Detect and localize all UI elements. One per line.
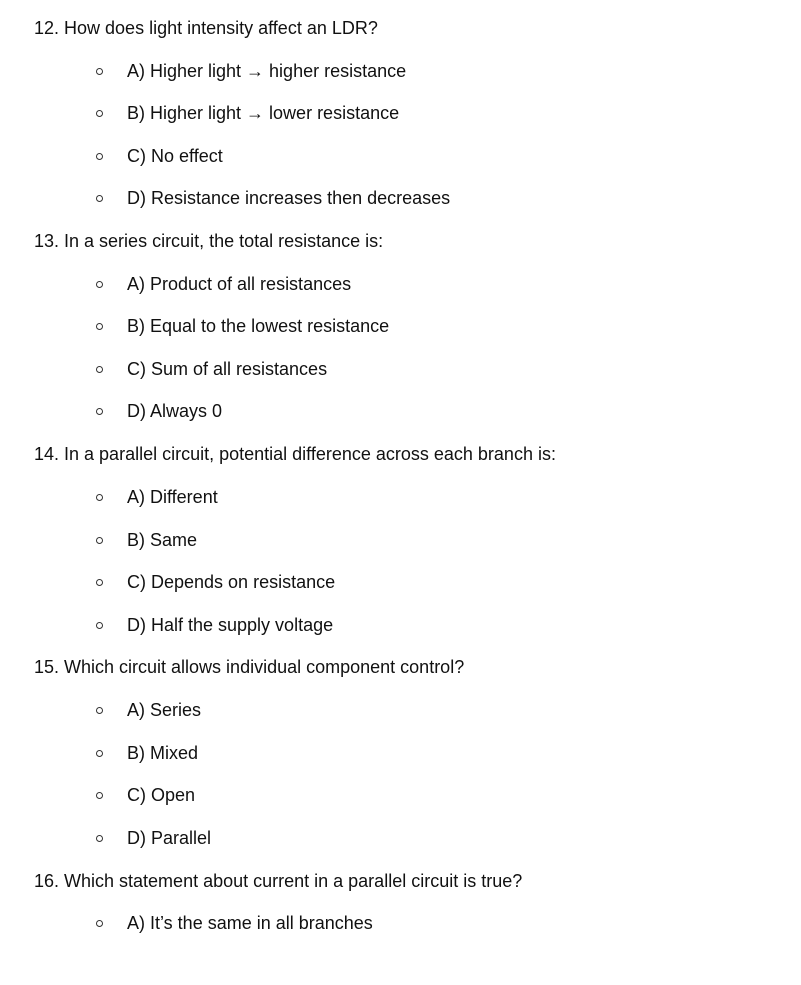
hollow-bullet-icon [96,494,103,501]
option-item [0,102,700,124]
hollow-bullet-icon [96,622,103,629]
hollow-bullet-icon [96,281,103,288]
option-text: D) Parallel [127,828,212,848]
hollow-bullet-icon [96,323,103,330]
option-item [0,912,700,934]
option-text: C) No effect [127,146,223,166]
hollow-bullet-icon [96,153,103,160]
option-item [0,145,700,167]
hollow-bullet-icon [96,792,103,799]
hollow-bullet-icon [96,408,103,415]
option-item [0,486,700,508]
option-text: B) Equal to the lowest resistance [127,316,390,336]
option-text: C) Depends on resistance [127,572,336,592]
option-item [0,273,700,295]
option-item [0,358,700,380]
option-text: A) Series [127,700,202,720]
hollow-bullet-icon [96,835,103,842]
option-item [0,187,700,209]
option-text: A) Different [127,487,218,507]
hollow-bullet-icon [96,579,103,586]
option-text: A) It’s the same in all branches [127,913,373,933]
option-text: B) Same [127,530,198,550]
question-title: 14. In a parallel circuit, potential difference across each branch is: [34,444,556,464]
option-text: C) Open [127,785,196,805]
hollow-bullet-icon [96,920,103,927]
option-text: B) Mixed [127,743,199,763]
question-title: 13. In a series circuit, the total resistance is: [34,231,384,251]
hollow-bullet-icon [96,750,103,757]
option-text: A) Product of all resistances [127,274,352,294]
hollow-bullet-icon [96,195,103,202]
hollow-bullet-icon [96,366,103,373]
option-item [0,60,700,82]
option-text: D) Resistance increases then decreases [127,188,451,208]
option-item [0,827,700,849]
option-item [0,614,700,636]
option-text: D) Always 0 [127,401,223,421]
option-item [0,784,700,806]
hollow-bullet-icon [96,110,103,117]
option-item [0,400,700,422]
option-item [0,742,700,764]
question-title: 16. Which statement about current in a parallel circuit is true? [34,871,523,891]
hollow-bullet-icon [96,707,103,714]
option-item [0,315,700,337]
question-title: 15. Which circuit allows individual component control? [34,657,465,677]
option-item [0,529,700,551]
hollow-bullet-icon [96,537,103,544]
option-text: A) Higher light → higher resistance [127,61,407,81]
option-item [0,571,700,593]
option-text: C) Sum of all resistances [127,359,328,379]
hollow-bullet-icon [96,68,103,75]
option-text: B) Higher light → lower resistance [127,103,400,123]
question-title: 12. How does light intensity affect an LDR? [34,18,378,38]
option-text: D) Half the supply voltage [127,615,334,635]
option-item [0,699,700,721]
